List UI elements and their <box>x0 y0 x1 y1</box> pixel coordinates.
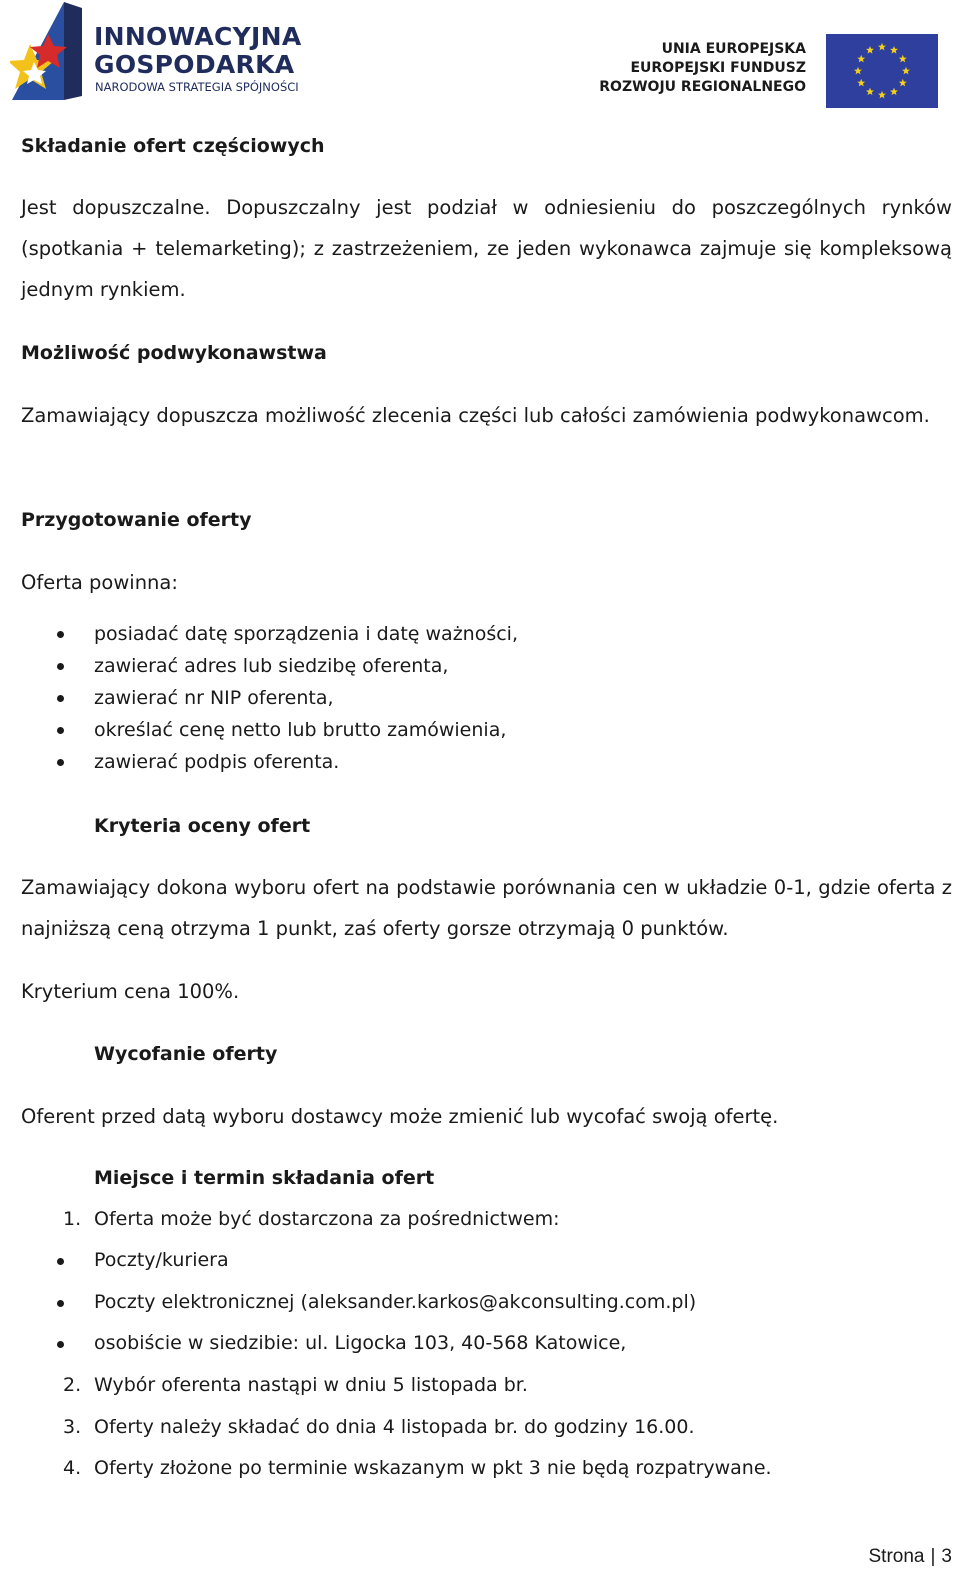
eu-logo-line2: EUROPEJSKI FUNDUSZ <box>630 60 806 76</box>
paragraph-partial-offers: Jest dopuszczalne. Dopuszczalny jest podział w odniesieniu do poszczególnych rynków (spotkania + telemarketing); z zastrzeżeniem, ze jeden wykonawca zajmuje się kompleksową jednym rynkiem. <box>21 196 952 301</box>
bullet-icon <box>57 759 64 766</box>
heading-criteria: Kryteria oceny ofert <box>94 815 311 837</box>
list-item-text: posiadać datę sporządzenia i datę ważności, <box>94 623 519 645</box>
page-separator: | <box>930 1546 936 1567</box>
heading-subcontracting: Możliwość podwykonawstwa <box>21 342 327 364</box>
paragraph-criteria: Zamawiający dokona wyboru ofert na podstawie porównania cen w układzie 0-1, gdzie oferta z najniższą ceną otrzyma 1 punkt, zaś oferty gorsze otrzymają 0 punktów. <box>21 876 952 940</box>
list-item-text: osobiście w siedzibie: ul. Ligocka 103, 40-568 Katowice, <box>94 1332 627 1354</box>
list-item <box>21 1240 952 1282</box>
eu-logo-line3: ROZWOJU REGIONALNEGO <box>599 79 806 95</box>
bullet-icon <box>57 1300 64 1307</box>
list-item <box>21 618 952 650</box>
item-number: 3. <box>63 1415 82 1438</box>
numbered-item <box>21 1365 952 1407</box>
section-place <box>94 1164 952 1192</box>
innovation-star-logo-icon <box>10 0 90 104</box>
section-partial-offers <box>21 132 952 160</box>
item-text: Oferty należy składać do dnia 4 listopada br. do godziny 16.00. <box>94 1415 695 1438</box>
section-subcontracting-body <box>21 395 952 436</box>
innowacyjna-gospodarka-logo <box>10 0 330 104</box>
bullet-icon <box>57 727 64 734</box>
list-item <box>21 682 952 714</box>
section-criteria-body <box>21 867 952 949</box>
item-text: Oferta może być dostarczona za pośrednictwem: <box>94 1208 560 1230</box>
numbered-item <box>21 1448 952 1490</box>
page-number-footer <box>869 1546 953 1568</box>
eu-logo-line1: UNIA EUROPEJSKA <box>661 41 806 57</box>
item-number: 1. <box>63 1208 82 1230</box>
logo-line-innowacyjna: INNOWACYJNA <box>94 22 302 51</box>
list-item-text: Poczty/kuriera <box>94 1249 229 1271</box>
bullet-icon <box>57 1341 64 1348</box>
item-text: Oferty złożone po terminie wskazanym w pkt 3 nie będą rozpatrywane. <box>94 1457 772 1479</box>
logo-line-gospodarka: GOSPODARKA <box>94 50 295 79</box>
paragraph-subcontracting: Zamawiający dopuszcza możliwość zlecenia części lub całości zamówienia podwykonawcom. <box>21 404 930 427</box>
eu-fund-logo <box>599 32 938 108</box>
preparation-requirements-list <box>21 618 952 778</box>
list-item <box>21 714 952 746</box>
bullet-icon <box>57 631 64 638</box>
section-criteria <box>94 812 952 840</box>
list-item <box>21 650 952 682</box>
bullet-icon <box>57 663 64 670</box>
list-item-text: zawierać podpis oferenta. <box>94 751 340 773</box>
section-partial-body <box>21 187 952 310</box>
section-preparation <box>21 506 952 534</box>
logo-line-strategia: NARODOWA STRATEGIA SPÓJNOŚCI <box>95 80 299 94</box>
numbered-item <box>21 1407 952 1449</box>
bullet-icon <box>57 1258 64 1265</box>
numbered-item <box>21 1199 952 1241</box>
list-item <box>21 746 952 778</box>
page-label: Strona <box>868 1546 925 1567</box>
section-criteria-body2 <box>21 971 952 1012</box>
heading-place: Miejsce i termin składania ofert <box>94 1167 435 1189</box>
heading-preparation: Przygotowanie oferty <box>21 509 252 531</box>
item-number: 4. <box>63 1457 82 1479</box>
section-subcontracting <box>21 339 952 367</box>
section-withdrawal <box>94 1040 952 1068</box>
list-item <box>21 1282 952 1324</box>
heading-partial-offers: Składanie ofert częściowych <box>21 135 325 157</box>
eu-logo-text <box>599 40 806 97</box>
list-item-text: zawierać adres lub siedzibę oferenta, <box>94 655 449 677</box>
place-numbered-list-start <box>21 1199 952 1241</box>
list-item-text: określać cenę netto lub brutto zamówienia, <box>94 719 507 741</box>
bullet-icon <box>57 695 64 702</box>
email-address-text: Poczty elektronicznej (aleksander.karkos@akconsulting.com.pl) <box>94 1290 697 1313</box>
delivery-methods-list <box>21 1240 952 1365</box>
paragraph-criteria-price: Kryterium cena 100%. <box>21 980 240 1003</box>
item-text: Wybór oferenta nastąpi w dniu 5 listopada br. <box>94 1374 528 1396</box>
paragraph-preparation-intro: Oferta powinna: <box>21 571 178 594</box>
list-item-text: zawierać nr NIP oferenta, <box>94 687 334 709</box>
place-numbered-list-rest <box>21 1365 952 1490</box>
item-number: 2. <box>63 1374 82 1396</box>
heading-withdrawal: Wycofanie oferty <box>94 1043 278 1065</box>
eu-flag-icon <box>826 34 938 108</box>
list-item <box>21 1323 952 1365</box>
page-number: 3 <box>941 1546 952 1567</box>
section-preparation-intro <box>21 562 952 603</box>
paragraph-withdrawal: Oferent przed datą wyboru dostawcy może zmienić lub wycofać swoją ofertę. <box>21 1105 779 1128</box>
section-withdrawal-body <box>21 1096 952 1137</box>
